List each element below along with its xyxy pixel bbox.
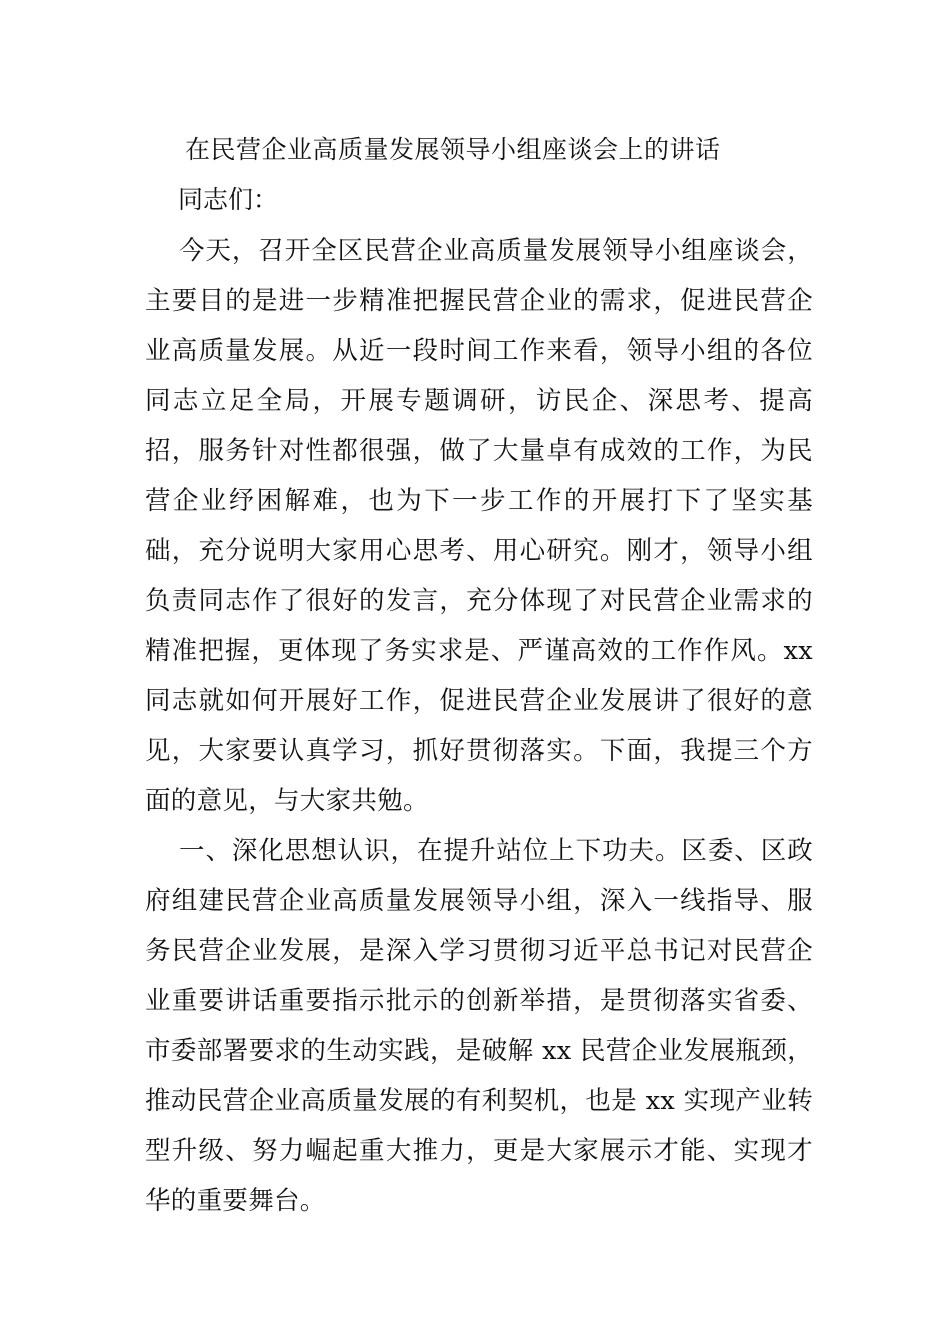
text-line: 营企业纾困解难，也为下一步工作的开展打下了坚实基 xyxy=(145,486,813,516)
text-line: 型升级、努力崛起重大推力，更是大家展示才能、实现才 xyxy=(145,1136,813,1166)
text-line: 精准把握，更体现了务实求是、严谨高效的工作作风。xx xyxy=(145,636,813,666)
text-line: 市委部署要求的生动实践，是破解 xx 民营企业发展瓶颈， xyxy=(145,1036,813,1066)
paragraph-section-one xyxy=(145,826,813,1226)
text-line: 础，充分说明大家用心思考、用心研究。刚才，领导小组 xyxy=(145,536,813,566)
text-line: 同志立足全局，开展专题调研，访民企、深思考、提高 xyxy=(145,386,813,416)
text-line: 一、深化思想认识，在提升站位上下功夫。区委、区政 xyxy=(179,836,813,866)
text-line: 招，服务针对性都很强，做了大量卓有成效的工作，为民 xyxy=(145,436,813,466)
text-line: 见，大家要认真学习，抓好贯彻落实。下面，我提三个方 xyxy=(145,736,813,766)
document-title: 在民营企业高质量发展领导小组座谈会上的讲话 xyxy=(185,135,721,164)
text-line: 今天，召开全区民营企业高质量发展领导小组座谈会， xyxy=(179,236,813,266)
text-line: 推动民营企业高质量发展的有利契机，也是 xx 实现产业转 xyxy=(145,1086,813,1116)
paragraph-opening xyxy=(145,226,813,826)
text-line: 华的重要舞台。 xyxy=(145,1186,326,1216)
text-line: 主要目的是进一步精准把握民营企业的需求，促进民营企 xyxy=(145,286,813,316)
text-line: 负责同志作了很好的发言，充分体现了对民营企业需求的 xyxy=(145,586,813,616)
text-line: 业高质量发展。从近一段时间工作来看，领导小组的各位 xyxy=(145,336,813,366)
salutation: 同志们： xyxy=(178,185,279,214)
text-line: 面的意见，与大家共勉。 xyxy=(145,786,429,816)
text-line: 府组建民营企业高质量发展领导小组，深入一线指导、服 xyxy=(145,886,813,916)
text-line: 务民营企业发展，是深入学习贯彻习近平总书记对民营企 xyxy=(145,936,813,966)
text-line: 同志就如何开展好工作，促进民营企业发展讲了很好的意 xyxy=(145,686,813,716)
text-line: 业重要讲话重要指示批示的创新举措，是贯彻落实省委、 xyxy=(145,986,813,1016)
